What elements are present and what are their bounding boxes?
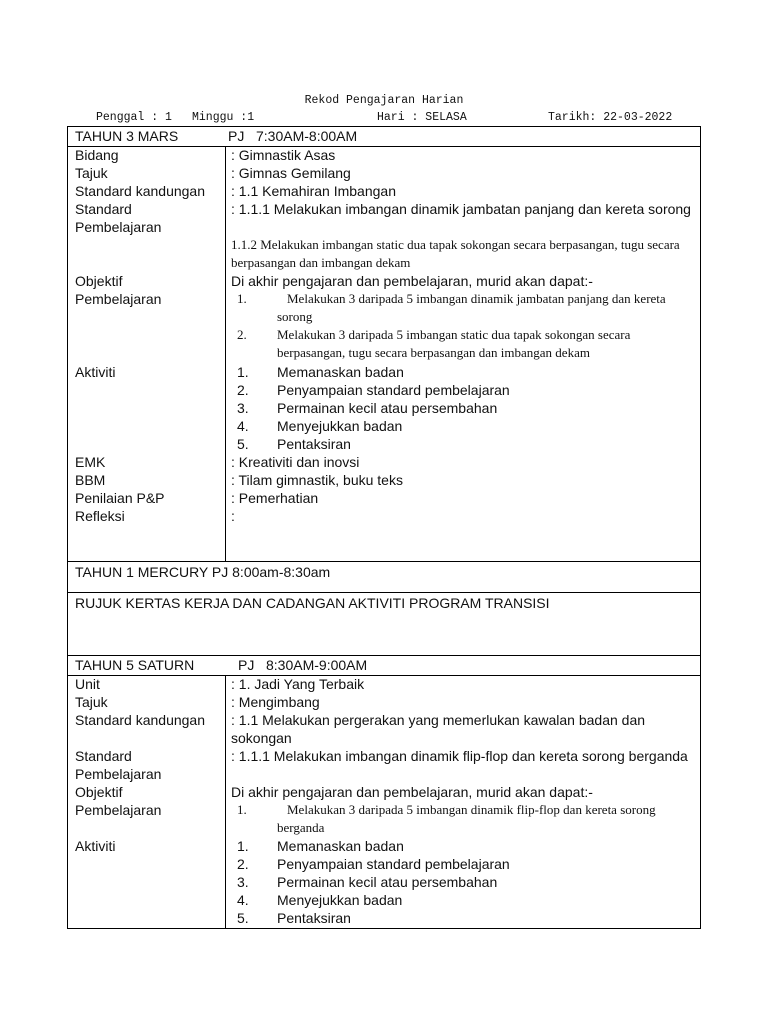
label-standard: Standard	[75, 748, 132, 764]
lesson-table-tahun5	[67, 655, 701, 929]
objektif-item	[231, 326, 693, 362]
label-pembelajaran: Pembelajaran	[75, 766, 162, 782]
objektif-item	[231, 290, 693, 326]
aktiviti-text: Permainan kecil atau persembahan	[277, 874, 498, 890]
aktiviti-item	[231, 909, 693, 927]
value-tajuk: : Mengimbang	[231, 694, 320, 710]
objektif-num: 1.	[237, 291, 247, 306]
label-standard-kandungan: Standard kandungan	[75, 712, 205, 728]
label-refleksi: Refleksi	[75, 508, 125, 524]
aktiviti-item	[231, 837, 693, 855]
value-unit: : 1. Jadi Yang Terbaik	[231, 676, 365, 692]
class-line: TAHUN 1 MERCURY PJ 8:00am-8:30am	[75, 564, 331, 580]
label-bidang: Bidang	[75, 147, 119, 163]
label-aktiviti: Aktiviti	[75, 838, 116, 854]
label-emk: EMK	[75, 454, 106, 470]
aktiviti-num: 3.	[237, 400, 249, 416]
lesson-table-tahun1	[67, 561, 701, 593]
aktiviti-item	[231, 873, 693, 891]
aktiviti-text: Penyampaian standard pembelajaran	[277, 382, 510, 398]
aktiviti-num: 2.	[237, 856, 249, 872]
aktiviti-num: 5.	[237, 436, 249, 452]
aktiviti-text: Memanaskan badan	[277, 364, 404, 380]
transition-note-box	[67, 592, 701, 656]
value-standard-kandungan: : 1.1 Melakukan pergerakan yang memerlukan kawalan badan dan sokongan	[231, 712, 646, 746]
label-aktiviti: Aktiviti	[75, 364, 116, 380]
minggu-label: Minggu :1	[192, 111, 255, 124]
value-emk: : Kreativiti dan inovsi	[231, 454, 360, 470]
objektif-text: Melakukan 3 daripada 5 imbangan dinamik jambatan panjang dan kereta sorong	[277, 291, 666, 324]
value-tajuk: : Gimnas Gemilang	[231, 165, 351, 181]
aktiviti-text: Memanaskan badan	[277, 838, 404, 854]
subject-time: PJ 7:30AM-8:00AM	[228, 128, 358, 144]
transition-note: RUJUK KERTAS KERJA DAN CADANGAN AKTIVITI PROGRAM TRANSISI	[75, 595, 550, 611]
aktiviti-item	[231, 363, 693, 381]
aktiviti-num: 4.	[237, 892, 249, 908]
value-standard-kandungan: : 1.1 Kemahiran Imbangan	[231, 183, 396, 199]
label-objektif-pembelajaran: Pembelajaran	[75, 291, 162, 307]
label-unit: Unit	[75, 676, 100, 692]
objektif-num: 2.	[237, 327, 247, 342]
aktiviti-text: Menyejukkan badan	[277, 892, 403, 908]
objektif-text: Melakukan 3 daripada 5 imbangan dinamik flip-flop dan kereta sorong berganda	[277, 802, 656, 835]
value-objektif-intro: Di akhir pengajaran dan pembelajaran, murid akan dapat:-	[231, 273, 593, 289]
hari-label: Hari : SELASA	[377, 111, 467, 124]
label-objektif: Objektif	[75, 273, 123, 289]
aktiviti-item	[231, 435, 693, 453]
aktiviti-num: 5.	[237, 910, 249, 926]
label-objektif-pembelajaran: Pembelajaran	[75, 802, 162, 818]
aktiviti-item	[231, 891, 693, 909]
aktiviti-text: Pentaksiran	[277, 910, 351, 926]
lesson-header	[68, 656, 700, 676]
label-standard-kandungan: Standard kandungan	[75, 183, 205, 199]
label-standard: Standard	[75, 201, 132, 217]
value-objektif-intro: Di akhir pengajaran dan pembelajaran, murid akan dapat:-	[231, 784, 593, 800]
objektif-num: 1.	[237, 802, 247, 817]
subject-time: PJ 8:30AM-9:00AM	[238, 657, 368, 673]
aktiviti-text: Permainan kecil atau persembahan	[277, 400, 498, 416]
aktiviti-text: Menyejukkan badan	[277, 418, 403, 434]
aktiviti-item	[231, 855, 693, 873]
objektif-item	[231, 801, 693, 837]
value-bidang: : Gimnastik Asas	[231, 147, 336, 163]
aktiviti-item	[231, 381, 693, 399]
value-standard-pembelajaran-1: : 1.1.1 Melakukan imbangan dinamik jambatan panjang dan kereta sorong	[231, 201, 691, 217]
aktiviti-text: Pentaksiran	[277, 436, 351, 452]
aktiviti-num: 1.	[237, 364, 249, 380]
value-refleksi: :	[231, 508, 235, 524]
label-tajuk: Tajuk	[75, 165, 108, 181]
column-divider	[225, 675, 226, 928]
aktiviti-num: 1.	[237, 838, 249, 854]
value-standard-pembelajaran: : 1.1.1 Melakukan imbangan dinamik flip-flop dan kereta sorong berganda	[231, 748, 688, 764]
aktiviti-num: 4.	[237, 418, 249, 434]
value-standard-pembelajaran-2: 1.1.2 Melakukan imbangan static dua tapak sokongan secara berpasangan, tugu secara berpasangan dan imbangan dekam	[231, 237, 680, 270]
lesson-table-tahun3	[67, 126, 701, 562]
aktiviti-item	[231, 417, 693, 435]
label-tajuk: Tajuk	[75, 694, 108, 710]
value-penilaian: : Pemerhatian	[231, 490, 319, 506]
document-title: Rekod Pengajaran Harian	[304, 94, 464, 107]
label-penilaian: Penilaian P&P	[75, 490, 165, 506]
objektif-text: Melakukan 3 daripada 5 imbangan static dua tapak sokongan secara berpasangan, tugu secara berpasangan dan imbangan dekam	[277, 327, 631, 360]
aktiviti-num: 3.	[237, 874, 249, 890]
aktiviti-num: 2.	[237, 382, 249, 398]
value-bbm: : Tilam gimnastik, buku teks	[231, 472, 403, 488]
aktiviti-item	[231, 399, 693, 417]
label-pembelajaran: Pembelajaran	[75, 219, 162, 235]
label-objektif: Objektif	[75, 784, 123, 800]
aktiviti-text: Penyampaian standard pembelajaran	[277, 856, 510, 872]
tarikh-label: Tarikh: 22-03-2022	[548, 111, 673, 124]
document-meta	[0, 111, 768, 125]
penggal-label: Penggal : 1	[96, 111, 172, 124]
class-name: TAHUN 5 SATURN	[75, 657, 195, 673]
label-bbm: BBM	[75, 472, 106, 488]
column-divider	[225, 146, 226, 561]
class-name: TAHUN 3 MARS	[75, 128, 179, 144]
lesson-header	[68, 127, 700, 147]
